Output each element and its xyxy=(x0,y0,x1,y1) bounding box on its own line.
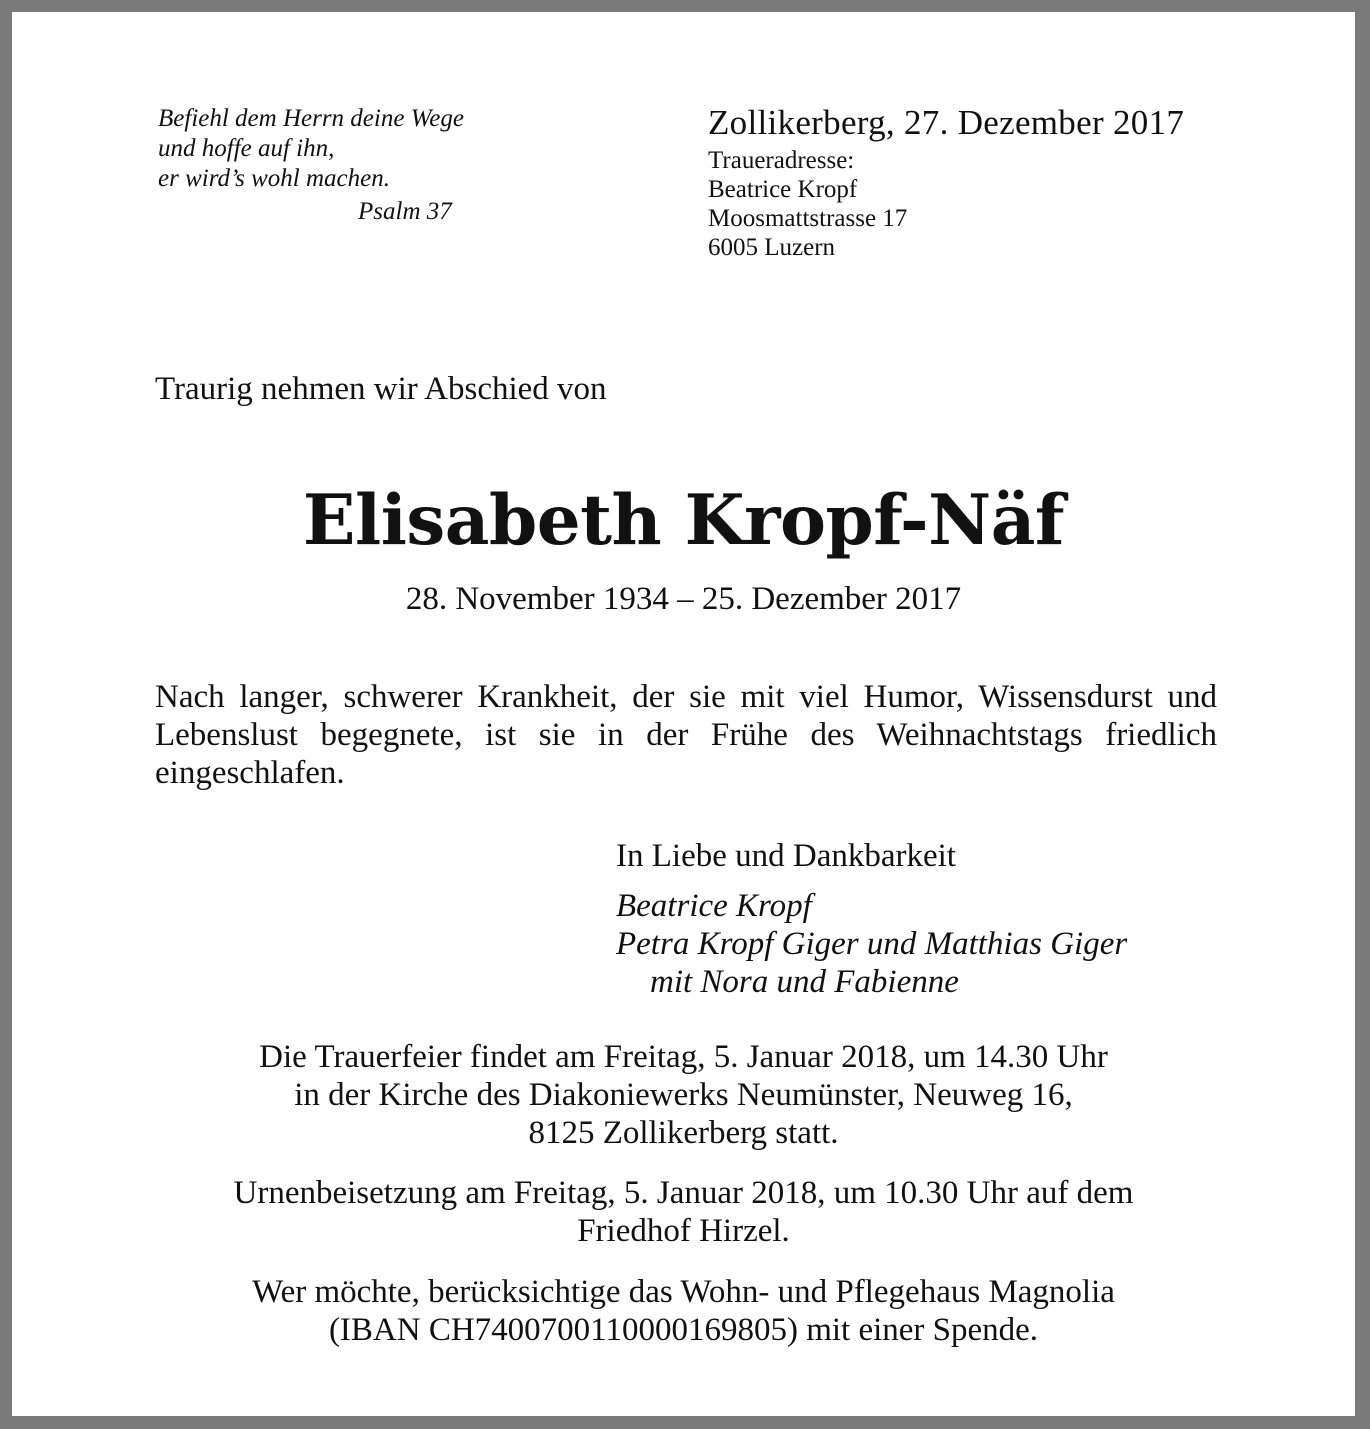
donation-line: (IBAN CH7400700110000169805) mit einer Spende. xyxy=(328,1312,1039,1348)
psalm-quote xyxy=(158,104,464,194)
psalm-line: und hoffe auf ihn, xyxy=(158,135,335,162)
donation-info xyxy=(12,1273,1355,1349)
ceremony-line: 8125 Zollikerberg statt. xyxy=(528,1115,839,1151)
donation-line: Wer möchte, berücksichtige das Wohn- und Pflegehaus Magnolia xyxy=(252,1274,1115,1310)
obituary-body: Nach langer, schwerer Krankheit, der sie mit viel Humor, Wissensdurst und Lebenslust begegnete, ist sie in der Frühe des Weihnachtstags friedlich eingeschlafen. xyxy=(155,679,1217,791)
psalm-line: Befiehl dem Herrn deine Wege xyxy=(158,105,464,132)
life-dates: 28. November 1934 – 25. Dezember 2017 xyxy=(405,581,962,617)
psalm-line: er wird’s wohl machen. xyxy=(158,165,390,192)
signer: Beatrice Kropf xyxy=(616,888,812,924)
deceased-name: Elisabeth Kropf-Näf xyxy=(302,480,1065,561)
intro-text: Traurig nehmen wir Abschied von xyxy=(155,371,607,407)
address-street: Moosmattstrasse 17 xyxy=(708,205,908,232)
mourning-address xyxy=(708,146,907,262)
urn-burial-info xyxy=(12,1174,1355,1250)
psalm-reference: Psalm 37 xyxy=(358,198,452,225)
address-label: Traueradresse: xyxy=(708,147,855,174)
ceremony-info xyxy=(12,1038,1355,1152)
obituary-page xyxy=(12,12,1355,1416)
address-name: Beatrice Kropf xyxy=(708,176,858,203)
signer: Petra Kropf Giger und Matthias Giger xyxy=(616,926,1128,962)
address-city: 6005 Luzern xyxy=(708,234,836,261)
place-date-line: Zollikerberg, 27. Dezember 2017 xyxy=(708,103,1185,142)
signers-list xyxy=(616,887,1127,1001)
ceremony-line: in der Kirche des Diakoniewerks Neumünster, Neuweg 16, xyxy=(294,1077,1073,1113)
ceremony-line: Die Trauerfeier findet am Freitag, 5. Januar 2018, um 14.30 Uhr xyxy=(259,1039,1108,1075)
signer: mit Nora und Fabienne xyxy=(650,964,959,1000)
urn-line: Urnenbeisetzung am Freitag, 5. Januar 2018, um 10.30 Uhr auf dem xyxy=(233,1175,1134,1211)
closing-phrase: In Liebe und Dankbarkeit xyxy=(616,838,956,874)
urn-line: Friedhof Hirzel. xyxy=(577,1213,790,1249)
